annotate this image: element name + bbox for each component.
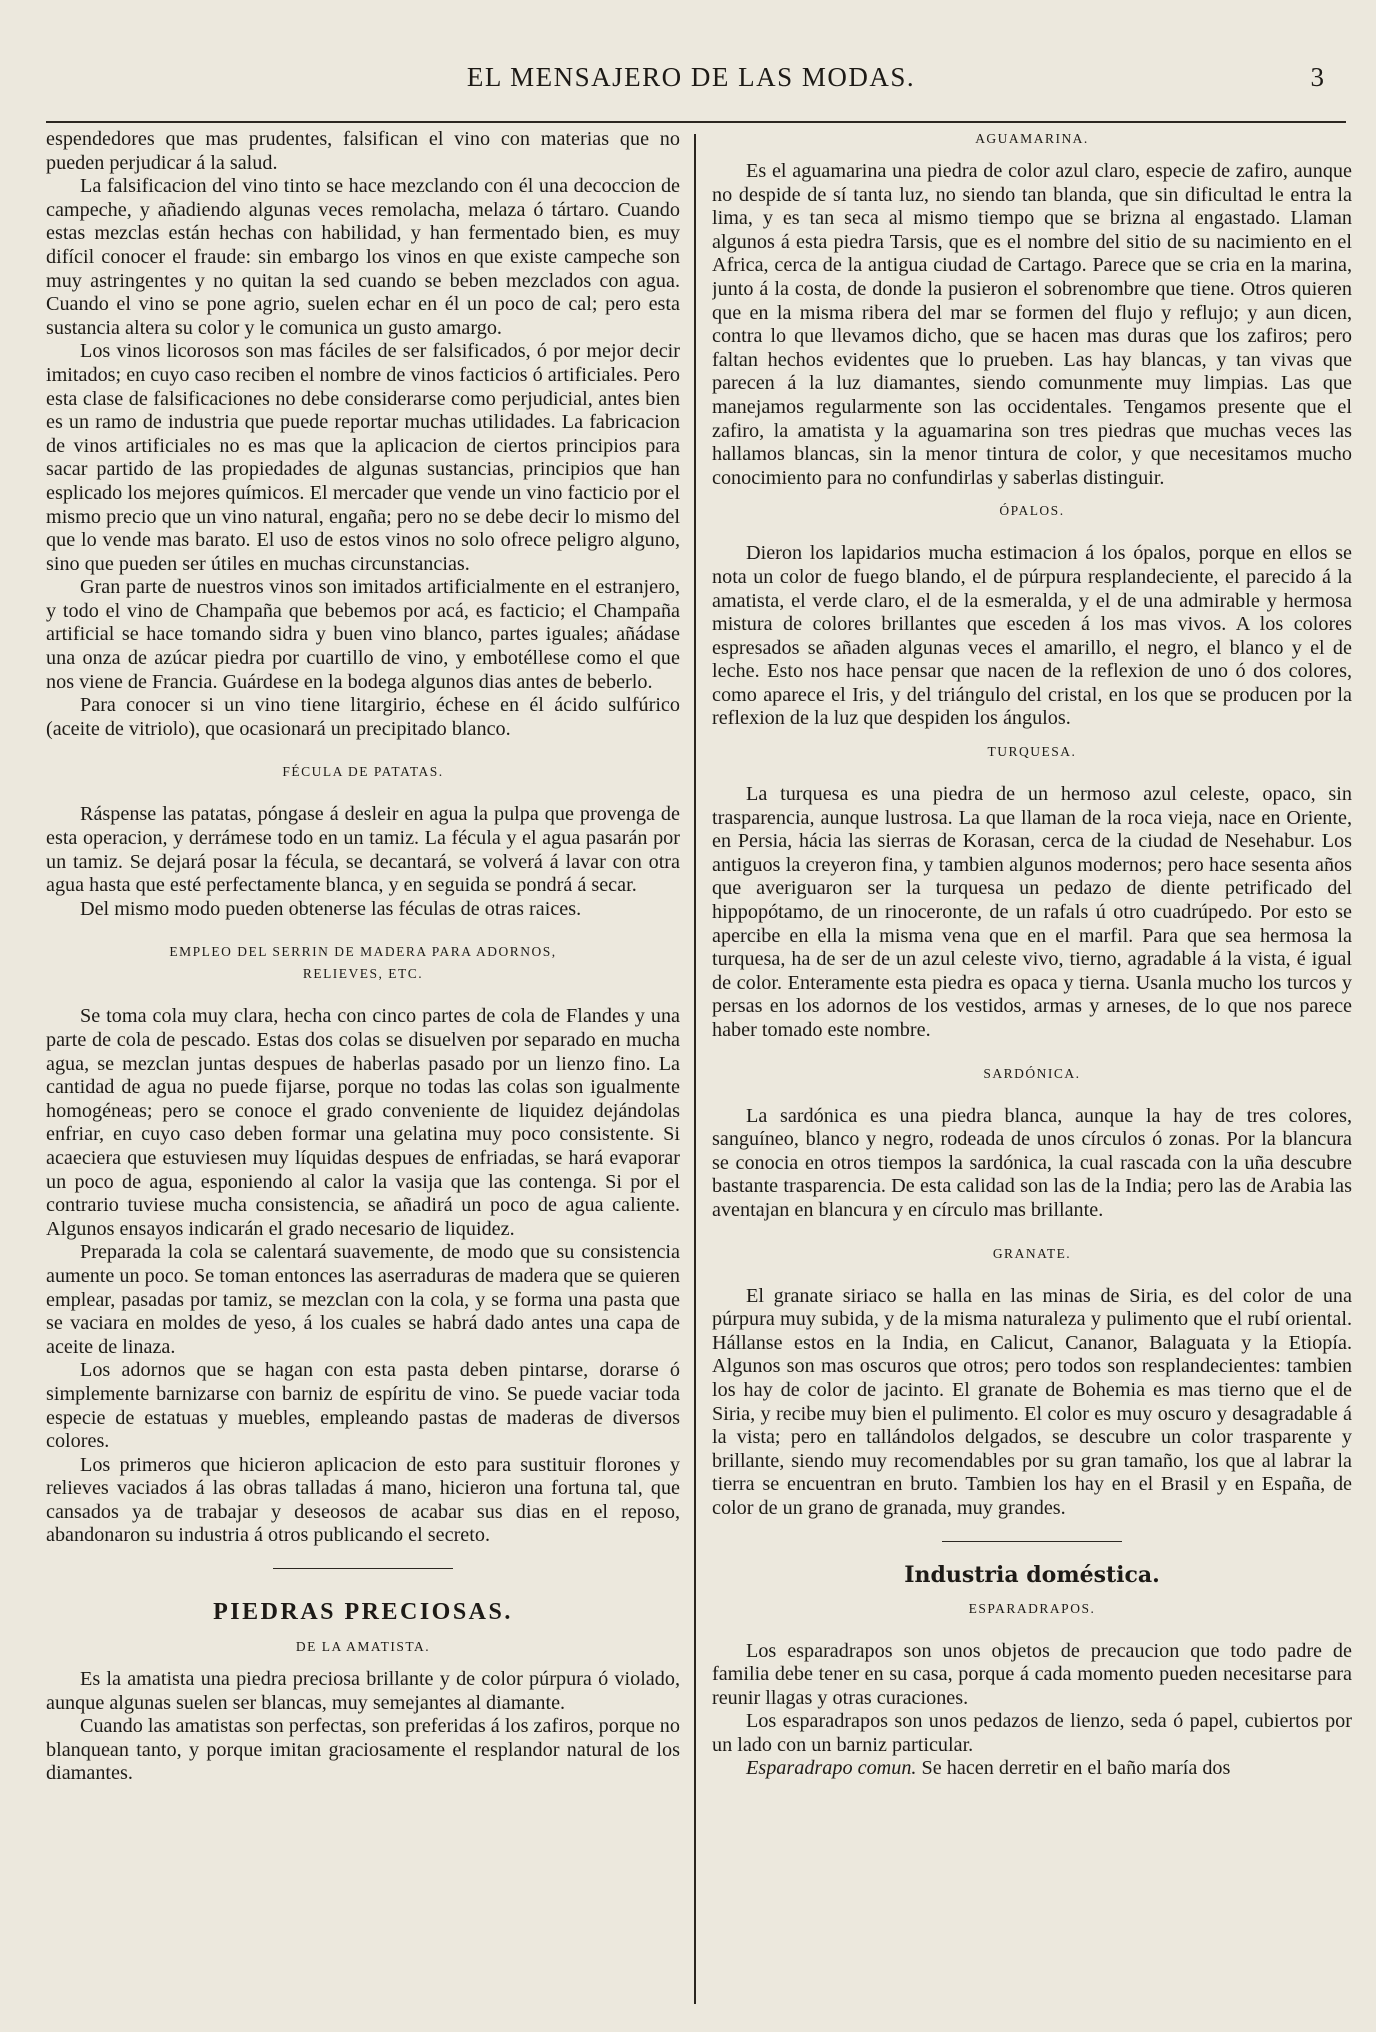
paragraph-esparadrapo-comun <box>712 1757 1352 1781</box>
paragraph: Los primeros que hicieron aplicacion de esto para sustituir florones y relieves vaciados á las obras talladas á mano, hicieron una fortuna tal, que cansados ya de trabajar y deseosos de acabar sus dias en el reposo, abandonaron su industria á otros publicando el secreto. <box>46 1453 680 1547</box>
heading-opalos: ÓPALOS. <box>999 503 1065 519</box>
paragraph: Los adornos que se hagan con esta pasta deben pintarse, dorarse ó simplemente barnizarse con barniz de espíritu de vino. Se puede vaciar toda especie de estatuas y muebles, empleando pastas de maderas de diversos colores. <box>46 1359 680 1453</box>
heading-aguamarina: AGUAMARINA. <box>975 131 1089 146</box>
heading-sardonica: SARDÓNICA. <box>983 1065 1081 1081</box>
paragraph: La falsificacion del vino tinto se hace mezclando con él una decoccion de campeche, y añadiendo algunas veces remolacha, melaza ó tártaro. Cuando estas mezclas están hechas con habilidad, y han fermentado bien, es muy difícil conocer el fraude: sin embargo los vinos en que existe campeche son muy astringentes y no quitan la sed cuando se beben mezclados con agua. Cuando el vino se pone agrio, suelen echar en él un poco de cal; pero esta sustancia altera su color y le comunica un gusto amargo. <box>46 175 680 339</box>
paragraph: La turquesa es una piedra de un hermoso azul celeste, opaco, sin trasparencia, aunque lustrosa. La que llaman de la roca vieja, nace en Oriente, en Persia, hácia las sierras de Korasan, cerca de la ciudad de Nesehabur. Los antiguos la creyeron fina, y tambien algunos modernos; pero hace sesenta años que averiguaron ser la turquesa un pedazo de diente petrificado del hippopótamo, de un rinoceronte, de un rafals ú otro cuadrúpedo. Por esto se apercibe en ella la misma vena que en el marfil. Para que sea hermosa la turquesa, ha de ser de un azul celeste vivo, tierno, agradable á la vista, é igual de color. Enteramente esta piedra es opaca y tierna. Usanla mucho los turcos y persas en los adornos de los vestidos, armas y arneses, de lo que nos parece haber tomado este nombre. <box>712 783 1352 1041</box>
heading-de-la-amatista: DE LA AMATISTA. <box>295 1639 431 1655</box>
column-divider <box>694 134 696 2004</box>
paragraph: Preparada la cola se calentará suavemente, de modo que su consistencia aumente un poco. Se toman entonces las aserraduras de madera que se quieren emplear, pasadas por tamiz, se mezclan con la cola, y se forma una pasta que se vaciara en moldes de yeso, á los cuales se habrá dado antes una capa de aceite de linaza. <box>46 1241 680 1358</box>
heading-empleo-del-serrin: EMPLEO DEL SERRIN DE MADERA PARA ADORNOS, <box>169 944 557 960</box>
paragraph: Para conocer si un vino tiene litargirio, échese en él ácido sulfúrico (aceite de vitriolo), que ocasionará un precipitado blanco. <box>46 694 680 740</box>
paragraph: Los esparadrapos son unos pedazos de lienzo, seda ó papel, cubiertos por un lado con un barniz particular. <box>712 1710 1352 1756</box>
paragraph: Gran parte de nuestros vinos son imitados artificialmente en el estranjero, y todo el vino de Champaña que bebemos por acá, es facticio; el Champaña artificial se hace tomando sidra y buen vino blanco, partes iguales; añádase una onza de azúcar piedra por cuartillo de vino, y embotéllese como el que nos viene de Francia. Guárdese en la bodega algunos dias antes de beberlo. <box>46 576 680 693</box>
paragraph: Los esparadrapos son unos objetos de precaucion que todo padre de familia debe tener en su casa, porque á cada momento pueden necesitarse para reunir llagas y otras curaciones. <box>712 1639 1352 1709</box>
right-column <box>712 128 1352 2008</box>
esparadrapo-comun-label: Esparadrapo comun. <box>746 1757 917 1780</box>
paragraph: El granate siriaco se halla en las minas de Siria, es del color de una púrpura muy subida, y de la misma naturaleza y pulimento que el rubí oriental. Hállanse estos en la India, en Calicut, Cananor, Balaguata y la Etiopía. Algunos son mas oscuros que otros; pero todos son resplandecientes: tambien los hay de color de jacinto. El granate de Bohemia es mas tierno que el de Siria, y recibe muy bien el pulimento. El color es muy oscuro y desagradable á la vista; pero en tallándolos delgados, se descubre un color trasparente y brillante, siendo muy recomendables por su gran tamaño, los que al labrar la tierra se encuentran en bruto. Tambien los hay en el Brasil y en España, de color de un grano de granada, muy grandes. <box>712 1284 1352 1519</box>
section-title-industria-domestica: Industria doméstica. <box>904 1561 1160 1588</box>
header-rule <box>46 121 1346 123</box>
esparadrapo-comun-text: Se hacen derretir en el baño maría dos <box>916 1757 1231 1780</box>
heading-granate: GRANATE. <box>992 1245 1072 1261</box>
paragraph: Del mismo modo pueden obtenerse las féculas de otras raices. <box>80 897 582 920</box>
heading-fecula-de-patatas: FÉCULA DE PATATAS. <box>282 764 444 780</box>
heading-turquesa: TURQUESA. <box>987 744 1077 760</box>
paragraph: espendedores que mas prudentes, falsifican el vino con materias que no pueden perjudicar á la salud. <box>46 128 680 174</box>
section-title-piedras-preciosas: PIEDRAS PRECIOSAS. <box>213 1599 513 1626</box>
paragraph: Ráspense las patatas, póngase á desleir en agua la pulpa que provenga de esta operacion, y derrámese todo en un tamiz. La fécula y el agua pasarán por un tamiz. Se dejará posar la fécula, se decantará, se volverá á lavar con otra agua hasta que esté perfectamente blanca, y en seguida se pondrá á secar. <box>46 803 680 897</box>
heading-esparadrapos: ESPARADRAPOS. <box>968 1600 1096 1616</box>
running-title: EL MENSAJERO DE LAS MODAS. <box>466 62 916 92</box>
paragraph: Es el aguamarina una piedra de color azul claro, especie de zafiro, aunque no despide de sí tanta luz, no siendo tan blanda, que sin dificultad le entra la lima, y es tan seca al mismo tiempo que se brizna al engastado. Llaman algunos á esta piedra Tarsis, que es el nombre del sitio de su nacimiento en el Africa, cerca de la antigua ciudad de Cartago. Parece que se cria en la marina, junto á la costa, de donde la pusieron el sobrenombre que tiene. Otros quieren que en la misma ribera del mar se formen del flujo y reflujo; y aun dicen, contra lo que llevamos dicho, que se hacen mas duras que los zafiros; pero faltan hechos evidentes que lo prueben. Las hay blancas, y tan vivas que parecen á la luz diamantes, siendo comunmente muy limpias. Las que manejamos regularmente son las occidentales. Tengamos presente que el zafiro, la amatista y la aguamarina son tres piedras que muchas veces las hallamos blancas, sin la menor tintura de color, y que necesitamos mucho conocimiento para no confundirlas y saberlas distinguir. <box>712 160 1352 489</box>
page-number: 3 <box>1310 62 1324 92</box>
paragraph: Es la amatista una piedra preciosa brillante y de color púrpura ó violado, aunque algunas suelen ser blancas, muy semejantes al diamante. <box>46 1668 680 1714</box>
heading-empleo-del-serrin-line2: RELIEVES, ETC. <box>302 966 424 982</box>
paragraph: Dieron los lapidarios mucha estimacion á los ópalos, porque en ellos se nota un color de fuego blando, el de púrpura resplandeciente, el parecido á la amatista, el verde claro, el de la esmeralda, y el de una admirable y hermosa mistura de colores brillantes que esceden á los mas vivos. A los colores espresados se añaden algunas veces el amarillo, el negro, el blanco y el de leche. Esto nos hace pensar que nacen de la reflexion de uno ó dos colores, como aparece el Iris, y del triángulo del cristal, en los que se producen por la reflexion de la luz que despiden los ángulos. <box>712 542 1352 730</box>
page-header <box>46 62 1336 102</box>
left-column <box>46 128 680 2008</box>
paragraph: Los vinos licorosos son mas fáciles de ser falsificados, ó por mejor decir imitados; en cuyo caso reciben el nombre de vinos facticios ó artificiales. Pero esta clase de falsificaciones no debe considerarse como perjudicial, antes bien es un ramo de industria que puede reportar muchas utilidades. La fabricacion de vinos artificiales no es mas que la aplicacion de ciertos principios para sacar partido de las propiedades de algunas sustancias, principios que han esplicado los mejores químicos. El mercader que vende un vino facticio por el mismo precio que un vino natural, engaña; pero no se debe decir lo mismo del que lo vende mas barato. El uso de estos vinos no solo ofrece peligro alguno, sino que pueden ser útiles en muchas circunstancias. <box>46 340 680 575</box>
paragraph: La sardónica es una piedra blanca, aunque la hay de tres colores, sanguíneo, blanco y negro, rodeada de unos círculos ó zonas. Por la blancura se conocia en otros tiempos la sardónica, la cual rascada con la uña descubre bastante trasparencia. De esta calidad son las de la India; pero las de Arabia las aventajan en blancura y en círculo mas brillante. <box>712 1104 1352 1221</box>
paragraph: Cuando las amatistas son perfectas, son preferidas á los zafiros, porque no blanquean tanto, y porque imitan graciosamente el resplandor natural de los diamantes. <box>46 1715 680 1785</box>
paragraph: Se toma cola muy clara, hecha con cinco partes de cola de Flandes y una parte de cola de pescado. Estas dos colas se disuelven por separado en mucha agua, se mezclan juntas despues de haberlas pasado por un lienzo fino. La cantidad de agua no puede fijarse, porque no todas las colas son igualmente homogéneas; pero se conoce el grado conveniente de liquidez dejándolas enfriar, en cuyo caso deben formar una gelatina muy poco consistente. Si acaeciera que estuviesen muy líquidas despues de enfriadas, se hará evaporar un poco de agua, esponiendo al calor la vasija que las contenga. Si por el contrario tuviese mucha consistencia, se añadirá un poco de agua caliente. Algunos ensayos indicarán el grado necesario de liquidez. <box>46 1005 680 1240</box>
